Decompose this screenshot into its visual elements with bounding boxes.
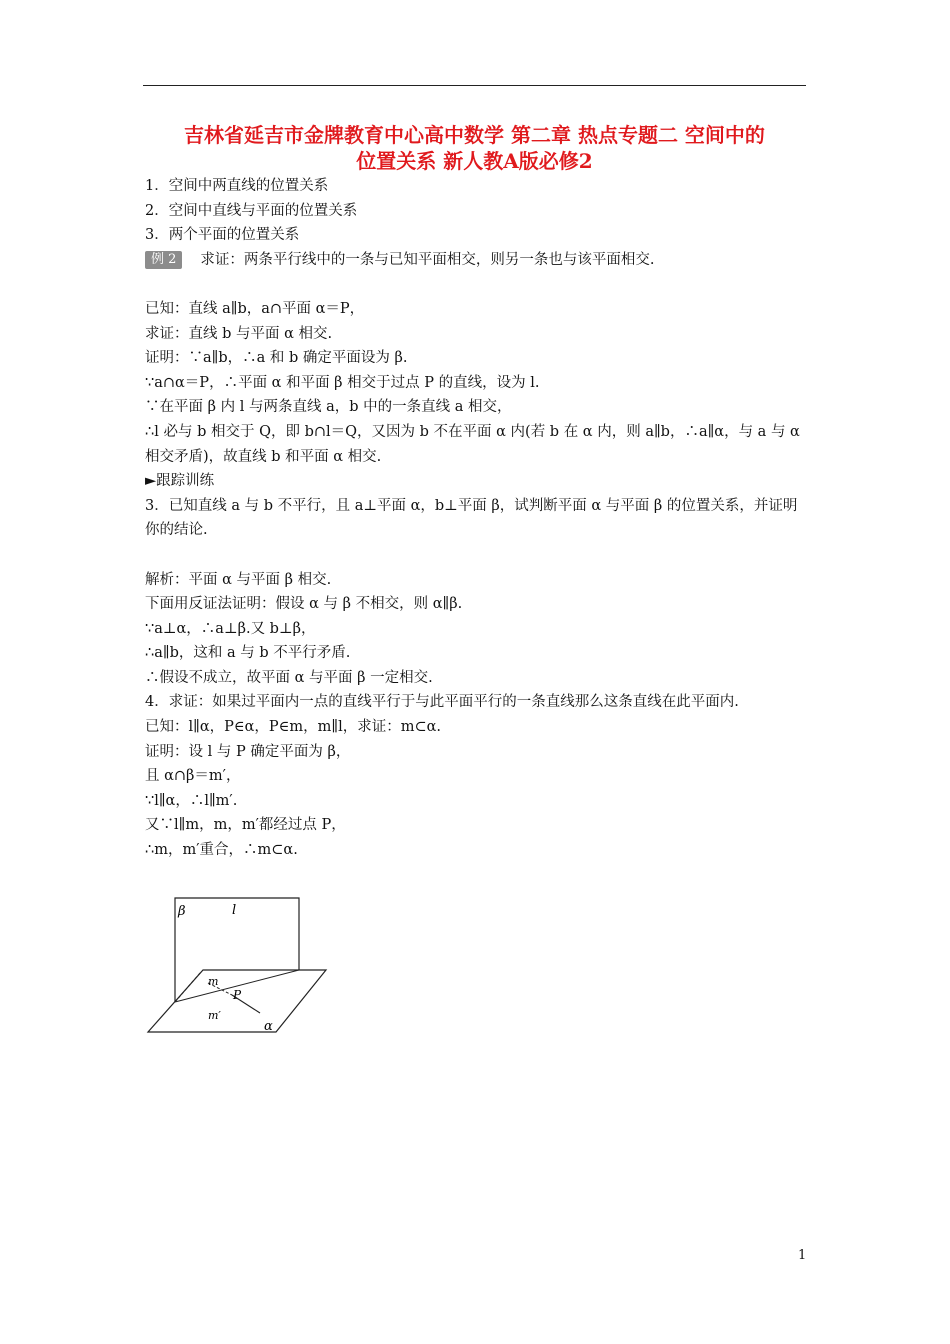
topic-item: 2．空间中直线与平面的位置关系 [145, 202, 358, 219]
header-rule [143, 85, 806, 86]
solution-line: 解析：平面 α 与平面 β 相交. [145, 571, 332, 588]
proof-line: 已知：l∥α，P∈α，P∈m，m∥l，求证：m⊂α. [145, 719, 442, 736]
solution-line: ∴假设不成立，故平面 α 与平面 β 一定相交. [145, 669, 433, 686]
label-beta: β [178, 904, 186, 919]
proof-line: 求证：直线 b 与平面 α 相交. [145, 325, 333, 342]
title-line-2: 位置关系 新人教A版必修2 [356, 149, 593, 173]
proof-line: 又∵l∥m，m，m′都经过点 P， [145, 817, 346, 834]
proof-line: ∵l∥α，∴l∥m′. [145, 792, 238, 809]
proof-line: ∵在平面 β 内 l 与两条直线 a，b 中的一条直线 a 相交， [145, 399, 512, 416]
spacer [145, 272, 810, 297]
proof-line: ∵a∩α＝P，∴平面 α 和平面 β 相交于过点 P 的直线，设为 l. [145, 374, 540, 391]
label-m: m [208, 975, 219, 988]
proof-line: 已知：直线 a∥b，a∩平面 α＝P， [145, 300, 365, 317]
example-line [145, 248, 810, 273]
section-heading: ►跟踪训练 [145, 473, 215, 490]
title-line-1: 吉林省延吉市金牌教育中心高中数学 第二章 热点专题二 空间中的 [184, 123, 765, 147]
label-alpha: α [264, 1019, 273, 1034]
solution-line: ∵a⊥α，∴a⊥β.又 b⊥β， [145, 620, 316, 637]
geometry-figure [140, 895, 340, 1040]
solution-line: 下面用反证法证明：假设 α 与 β 不相交，则 α∥β. [145, 596, 463, 613]
spacer [145, 543, 810, 568]
label-l: l [232, 903, 237, 918]
example-badge: 例 2 [145, 251, 182, 269]
proof-line: 证明：设 l 与 P 确定平面为 β， [145, 743, 351, 760]
exercise-line: 4．求证：如果过平面内一点的直线平行于与此平面平行的一条直线那么这条直线在此平面内. [145, 694, 739, 711]
proof-line: ∴m，m′重合，∴m⊂α. [145, 842, 298, 859]
label-m-prime: m′ [208, 1009, 221, 1022]
page-number: 1 [798, 1248, 807, 1263]
page-title [143, 122, 806, 174]
topic-item: 3．两个平面的位置关系 [145, 227, 300, 244]
document-body [145, 174, 810, 863]
example-statement: 求证：两条平行线中的一条与已知平面相交，则另一条也与该平面相交. [200, 251, 655, 268]
topic-item: 1．空间中两直线的位置关系 [145, 178, 329, 194]
proof-line: ∴l 必与 b 相交于 Q，即 b∩l＝Q，又因为 b 不在平面 α 内(若 b 在 α 内，则 a∥b，∴a∥α，与 a 与 α 相交矛盾)，故直线 b 和平面 α 相交. [145, 423, 800, 465]
label-P: P [233, 988, 242, 1002]
solution-line: ∴a∥b，这和 a 与 b 不平行矛盾. [145, 645, 351, 662]
exercise-line: 3．已知直线 a 与 b 不平行，且 a⊥平面 α，b⊥平面 β，试判断平面 α 与平面 β 的位置关系，并证明你的结论. [145, 497, 798, 539]
proof-line: 且 α∩β＝m′， [145, 768, 241, 785]
proof-line: 证明：∵a∥b，∴a 和 b 确定平面设为 β. [145, 350, 408, 367]
